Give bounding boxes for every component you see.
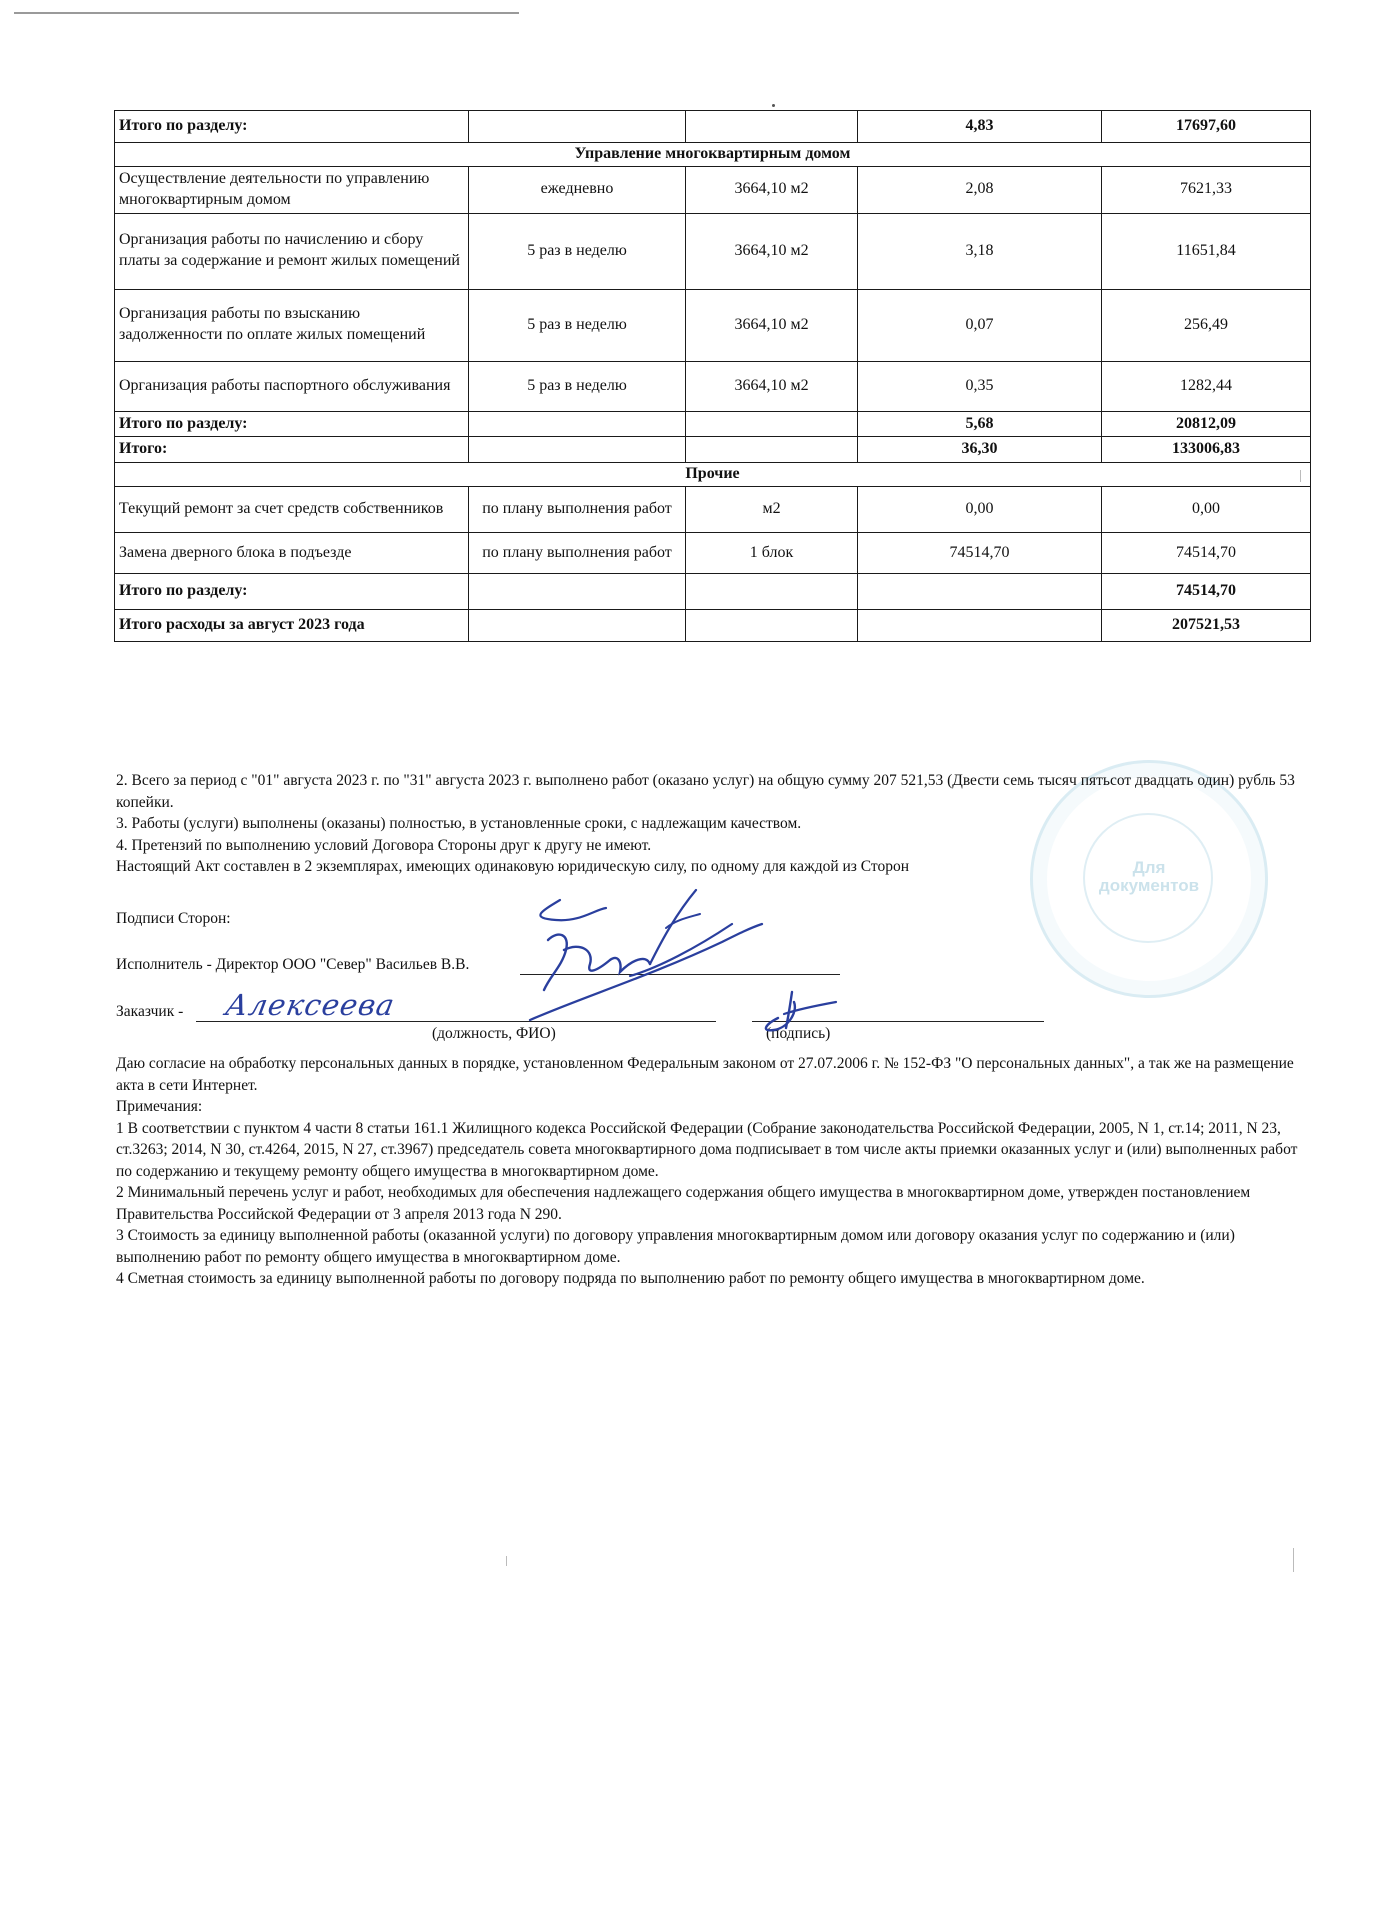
scan-dot: [772, 104, 775, 107]
row-amount: 0,00: [1102, 487, 1311, 533]
row-frequency: [469, 437, 686, 463]
table-section-header: [115, 463, 1311, 487]
customer-label: Заказчик -: [116, 1003, 184, 1020]
row-name: Текущий ремонт за счет средств собственников: [115, 487, 469, 533]
scan-mark: [1293, 1548, 1294, 1572]
row-amount: 74514,70: [1102, 574, 1311, 610]
row-rate: [858, 574, 1102, 610]
table-row-total: [115, 111, 1311, 143]
row-frequency: по плану выполнения работ: [469, 533, 686, 574]
row-volume: [686, 111, 858, 143]
row-rate: 36,30: [858, 437, 1102, 463]
table-row: [115, 487, 1311, 533]
row-frequency: 5 раз в неделю: [469, 289, 686, 361]
row-name: Итого расходы за август 2023 года: [115, 610, 469, 642]
section-title: Прочие: [115, 463, 1311, 487]
signature-caption: (подпись): [766, 1025, 831, 1042]
row-name: Итого по разделу:: [115, 111, 469, 143]
row-frequency: 5 раз в неделю: [469, 213, 686, 289]
table-row: [115, 289, 1311, 361]
row-frequency: [469, 411, 686, 437]
customer-signature: [756, 988, 856, 1036]
table-row: [115, 213, 1311, 289]
scan-mark: [506, 1556, 507, 1566]
row-frequency: [469, 111, 686, 143]
row-frequency: [469, 574, 686, 610]
signatures-heading: Подписи Сторон:: [116, 910, 231, 927]
row-rate: 5,68: [858, 411, 1102, 437]
row-amount: 133006,83: [1102, 437, 1311, 463]
scan-edge-line: [14, 12, 519, 14]
row-rate: 0,07: [858, 289, 1102, 361]
statement-quality: 3. Работы (услуги) выполнены (оказаны) полностью, в установленные сроки, с надлежащим качеством.: [116, 815, 802, 832]
statement-total-sum: 2. Всего за период с "01" августа 2023 г. по "31" августа 2023 г. выполнено работ (оказано услуг) на общую сумму 207 521,53 (Двести семь тысяч пятьсот двадцать один) рубль 53 копейки.: [116, 772, 1295, 811]
row-rate: [858, 610, 1102, 642]
table-row: [115, 361, 1311, 411]
position-caption: (должность, ФИО): [432, 1025, 556, 1042]
row-volume: [686, 411, 858, 437]
row-frequency: [469, 610, 686, 642]
row-volume: 3664,10 м2: [686, 167, 858, 214]
table-row-total: [115, 574, 1311, 610]
executor-signature: [500, 880, 770, 1030]
row-rate: 3,18: [858, 213, 1102, 289]
row-volume: 1 блок: [686, 533, 858, 574]
row-volume: [686, 437, 858, 463]
table-row-total: [115, 437, 1311, 463]
row-volume: 3664,10 м2: [686, 213, 858, 289]
note-4: 4 Сметная стоимость за единицу выполненной работы по договору подряда по выполнению работ по ремонту общего имущества в многоквартирном доме.: [116, 1270, 1145, 1287]
stamp-text-line1: Для: [1132, 858, 1166, 877]
row-name: Организация работы паспортного обслуживания: [115, 361, 469, 411]
row-rate: 0,00: [858, 487, 1102, 533]
row-frequency: по плану выполнения работ: [469, 487, 686, 533]
note-2: 2 Минимальный перечень услуг и работ, необходимых для обеспечения надлежащего содержания общего имущества в многоквартирном доме, утвержден постановлением Правительства Российской Федерации от 3 апреля 2013 года N 290.: [116, 1184, 1251, 1223]
row-amount: 20812,09: [1102, 411, 1311, 437]
stamp-text-line2: документов: [1098, 876, 1200, 895]
row-amount: 7621,33: [1102, 167, 1311, 214]
row-name: Организация работы по начислению и сбору платы за содержание и ремонт жилых помещений: [115, 213, 469, 289]
row-amount: 1282,44: [1102, 361, 1311, 411]
row-amount: 207521,53: [1102, 610, 1311, 642]
row-volume: 3664,10 м2: [686, 289, 858, 361]
row-amount: 11651,84: [1102, 213, 1311, 289]
row-volume: 3664,10 м2: [686, 361, 858, 411]
row-rate: 4,83: [858, 111, 1102, 143]
row-amount: 74514,70: [1102, 533, 1311, 574]
row-volume: м2: [686, 487, 858, 533]
table-section-header: [115, 143, 1311, 167]
note-3: 3 Стоимость за единицу выполненной работы (оказанной услуги) по договору управления многоквартирным домом или договору оказания услуг по содержанию и (или) выполнению работ по ремонту общего имущества в многоквартирном доме.: [116, 1227, 1235, 1266]
works-table: [114, 110, 1311, 642]
row-name: Организация работы по взысканию задолженности по оплате жилых помещений: [115, 289, 469, 361]
row-volume: [686, 574, 858, 610]
consent-and-notes: [116, 1053, 1312, 1290]
row-volume: [686, 610, 858, 642]
section-title: Управление многоквартирным домом: [115, 143, 1311, 167]
table-row: [115, 167, 1311, 214]
table-row: [115, 533, 1311, 574]
row-name: Итого по разделу:: [115, 411, 469, 437]
row-amount: 17697,60: [1102, 111, 1311, 143]
notes-heading: Примечания:: [116, 1098, 203, 1115]
row-name: Осуществление деятельности по управлению многоквартирным домом: [115, 167, 469, 214]
table-row-grand-total: [115, 610, 1311, 642]
row-frequency: 5 раз в неделю: [469, 361, 686, 411]
row-rate: 74514,70: [858, 533, 1102, 574]
personal-data-consent: Даю согласие на обработку персональных данных в порядке, установленном Федеральным законом от 27.07.2006 г. № 152-ФЗ "О персональных данных", а так же на размещение акта в сети Интернет.: [116, 1055, 1294, 1094]
row-rate: 2,08: [858, 167, 1102, 214]
row-amount: 256,49: [1102, 289, 1311, 361]
note-1: 1 В соответствии с пунктом 4 части 8 статьи 161.1 Жилищного кодекса Российской Федерации (Собрание законодательства Российской Федерации, 2005, N 1, ст.14; 2011, N 23, ст.3263; 2014, N 30, ст.4264, 2015, N 27, ст.3967) председатель совета многоквартирного дома подписывает в том числе акты приемки оказанных услуг и (или) выполненных работ по содержанию и текущему ремонту общего имущества в многоквартирном доме.: [116, 1119, 1298, 1180]
customer-handwritten-name: Алексеева: [223, 988, 398, 1022]
statement-no-claims: 4. Претензий по выполнению условий Договора Стороны друг к другу не имеют.: [116, 836, 652, 854]
row-name: Итого:: [115, 437, 469, 463]
row-name: Итого по разделу:: [115, 574, 469, 610]
table-row-total: [115, 411, 1311, 437]
row-frequency: ежедневно: [469, 167, 686, 214]
row-rate: 0,35: [858, 361, 1102, 411]
executor-line: Исполнитель - Директор ООО "Север" Васильев В.В.: [116, 956, 470, 973]
statement-copies: Настоящий Акт составлен в 2 экземплярах, имеющих одинаковую юридическую силу, по одному для каждой из Сторон: [116, 858, 910, 875]
row-name: Замена дверного блока в подъезде: [115, 533, 469, 574]
act-statements: [116, 770, 1306, 878]
